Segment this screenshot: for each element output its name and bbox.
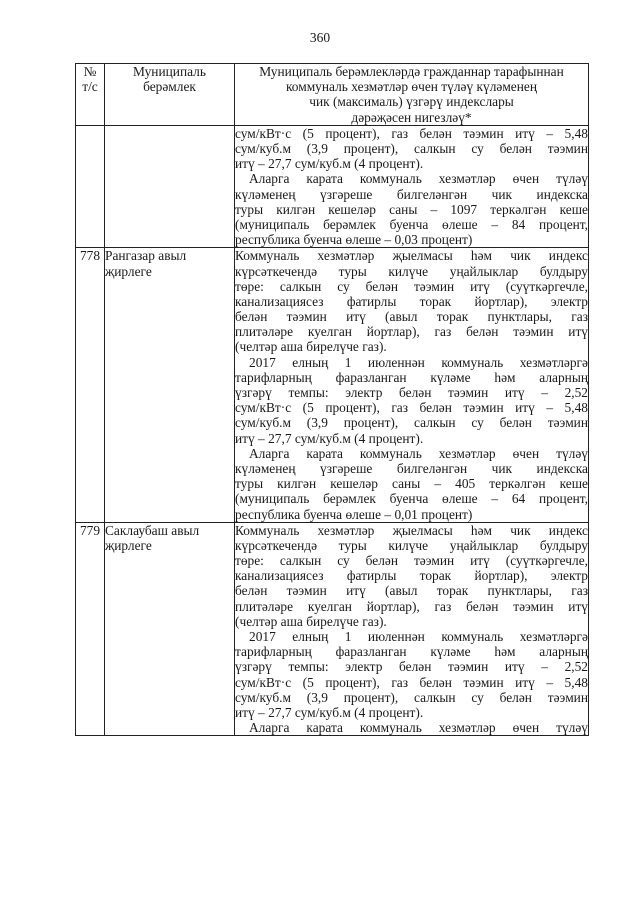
description-line: сум/кВт·с (5 процент), газ белән тәэмин итү – 5,48 [235,125,588,141]
row-number-cell: 778 [76,248,105,522]
page-number: 360 [309,30,331,45]
description-line: тарифларның фаразланган күләме һәм аларның [235,369,588,385]
table-row [76,125,589,248]
description-line: белән тәэмин итү (авыл торак пунктлары, газ [235,309,588,325]
municipality-name-line: Саклаубаш авыл [105,522,200,538]
description-line: 2017 елның 1 июленнән коммуналь хезмәтләргә [249,629,588,644]
description-line: 2017 елның 1 июленнән коммуналь хезмәтләргә [249,354,588,370]
description-line: туры килгән кешеләр саны – 1097 теркәлгән кеше [235,201,588,217]
description-line: тарифларның фаразланган күләме һәм аларның [235,644,588,660]
municipality-cell [105,125,235,248]
description-line: күләменең үзгәреше билгеләнгән чик индекска [235,460,588,476]
description-line: итү – 27,7 сум/куб.м (4 процент). [235,704,424,720]
description-line: плитәләре куелган йортлар), газ белән тәэмин итү [235,324,588,340]
description-line: плитәләре куелган йортлар), газ белән тәэмин итү [235,598,588,614]
municipality-cell [105,248,235,522]
description-line: белән тәэмин итү (авыл торак пунктлары, газ [235,583,588,599]
municipality-name-line: Рангазар авыл [105,248,187,264]
description-line: Коммуналь хезмәтләр җыелмасы һәм чик индекс [235,248,588,264]
description-line: (челтәр аша бирелүче газ). [235,339,387,355]
description-line: итү – 27,7 сум/куб.м (4 процент). [235,156,424,172]
description-line: (челтәр аша бирелүче газ). [235,613,387,629]
description-line: сум/куб.м (3,9 процент), салкын су белән тәэмин [235,141,588,156]
header-number: № т/с [76,64,105,126]
description-line: (муниципаль берәмлек буенча өлеше – 64 процент, [235,491,588,507]
header-municipality: Муниципаль берәмлек [105,64,235,126]
description-line: күрсәткечендә туры килүче уңайлыклар булдыру [235,263,588,279]
description-line: үзгәрү темпы: электр белән тәэмин итү – 2,52 [235,659,588,675]
description-line: сум/кВт·с (5 процент), газ белән тәэмин итү – 5,48 [235,674,588,690]
tariff-index-table [75,63,589,736]
description-line: төре: салкын су белән тәэмин итү (суүткәргечле, [235,278,588,294]
description-line: Аларга карата коммуналь хезмәтләр өчен түләү [249,445,588,461]
description-line: күрсәткечендә туры килүче уңайлыклар булдыру [235,537,588,553]
municipality-name-line: җирлеге [105,263,152,279]
description-line: сум/куб.м (3,9 процент), салкын су белән тәэмин [235,689,588,705]
description-line: Коммуналь хезмәтләр җыелмасы һәм чик индекс [235,522,588,538]
description-line: Аларга карата коммуналь хезмәтләр өчен түләү [249,171,588,187]
municipality-name-line: җирлеге [105,537,152,553]
row-number-cell: 779 [76,522,105,736]
table-row [76,248,589,522]
description-line: төре: салкын су белән тәэмин итү (суүткәргечле, [235,553,588,569]
description-line: итү – 27,7 сум/куб.м (4 процент). [235,430,424,446]
description-cell [235,125,589,248]
description-line: сум/куб.м (3,9 процент), салкын су белән тәэмин [235,415,588,431]
description-line: республика буенча өлеше – 0,03 процент) [235,232,473,248]
description-line: сум/кВт·с (5 процент), газ белән тәэмин итү – 5,48 [235,400,588,416]
description-line: канализациясез фатирлы торак йортлар), электр [235,293,588,309]
description-line: (муниципаль берәмлек буенча өлеше – 84 процент, [235,216,588,232]
description-cell [235,522,589,736]
description-line: канализациясез фатирлы торак йортлар), электр [235,568,588,584]
description-line: Аларга карата коммуналь хезмәтләр өчен түләү [249,720,588,736]
description-line: республика буенча өлеше – 0,01 процент) [235,506,473,522]
table-body [76,125,589,736]
description-line: туры килгән кешеләр саны – 405 теркәлгән кеше [235,476,588,492]
description-cell [235,248,589,522]
description-line: үзгәрү темпы: электр белән тәэмин итү – 2,52 [235,385,588,400]
table-header [76,64,589,126]
header-description: Муниципаль берәмлекләрдә гражданнар тарафыннан коммуналь хезмәтләр өчен түләү күләменең чик (максималь) үзгәрү индекслары дәрәҗәсен нигезләү* [235,64,589,126]
table-row [76,522,589,736]
description-line: күләменең үзгәреше билгеләнгән чик индекска [235,186,588,202]
row-number-cell [76,125,105,248]
municipality-cell [105,522,235,736]
